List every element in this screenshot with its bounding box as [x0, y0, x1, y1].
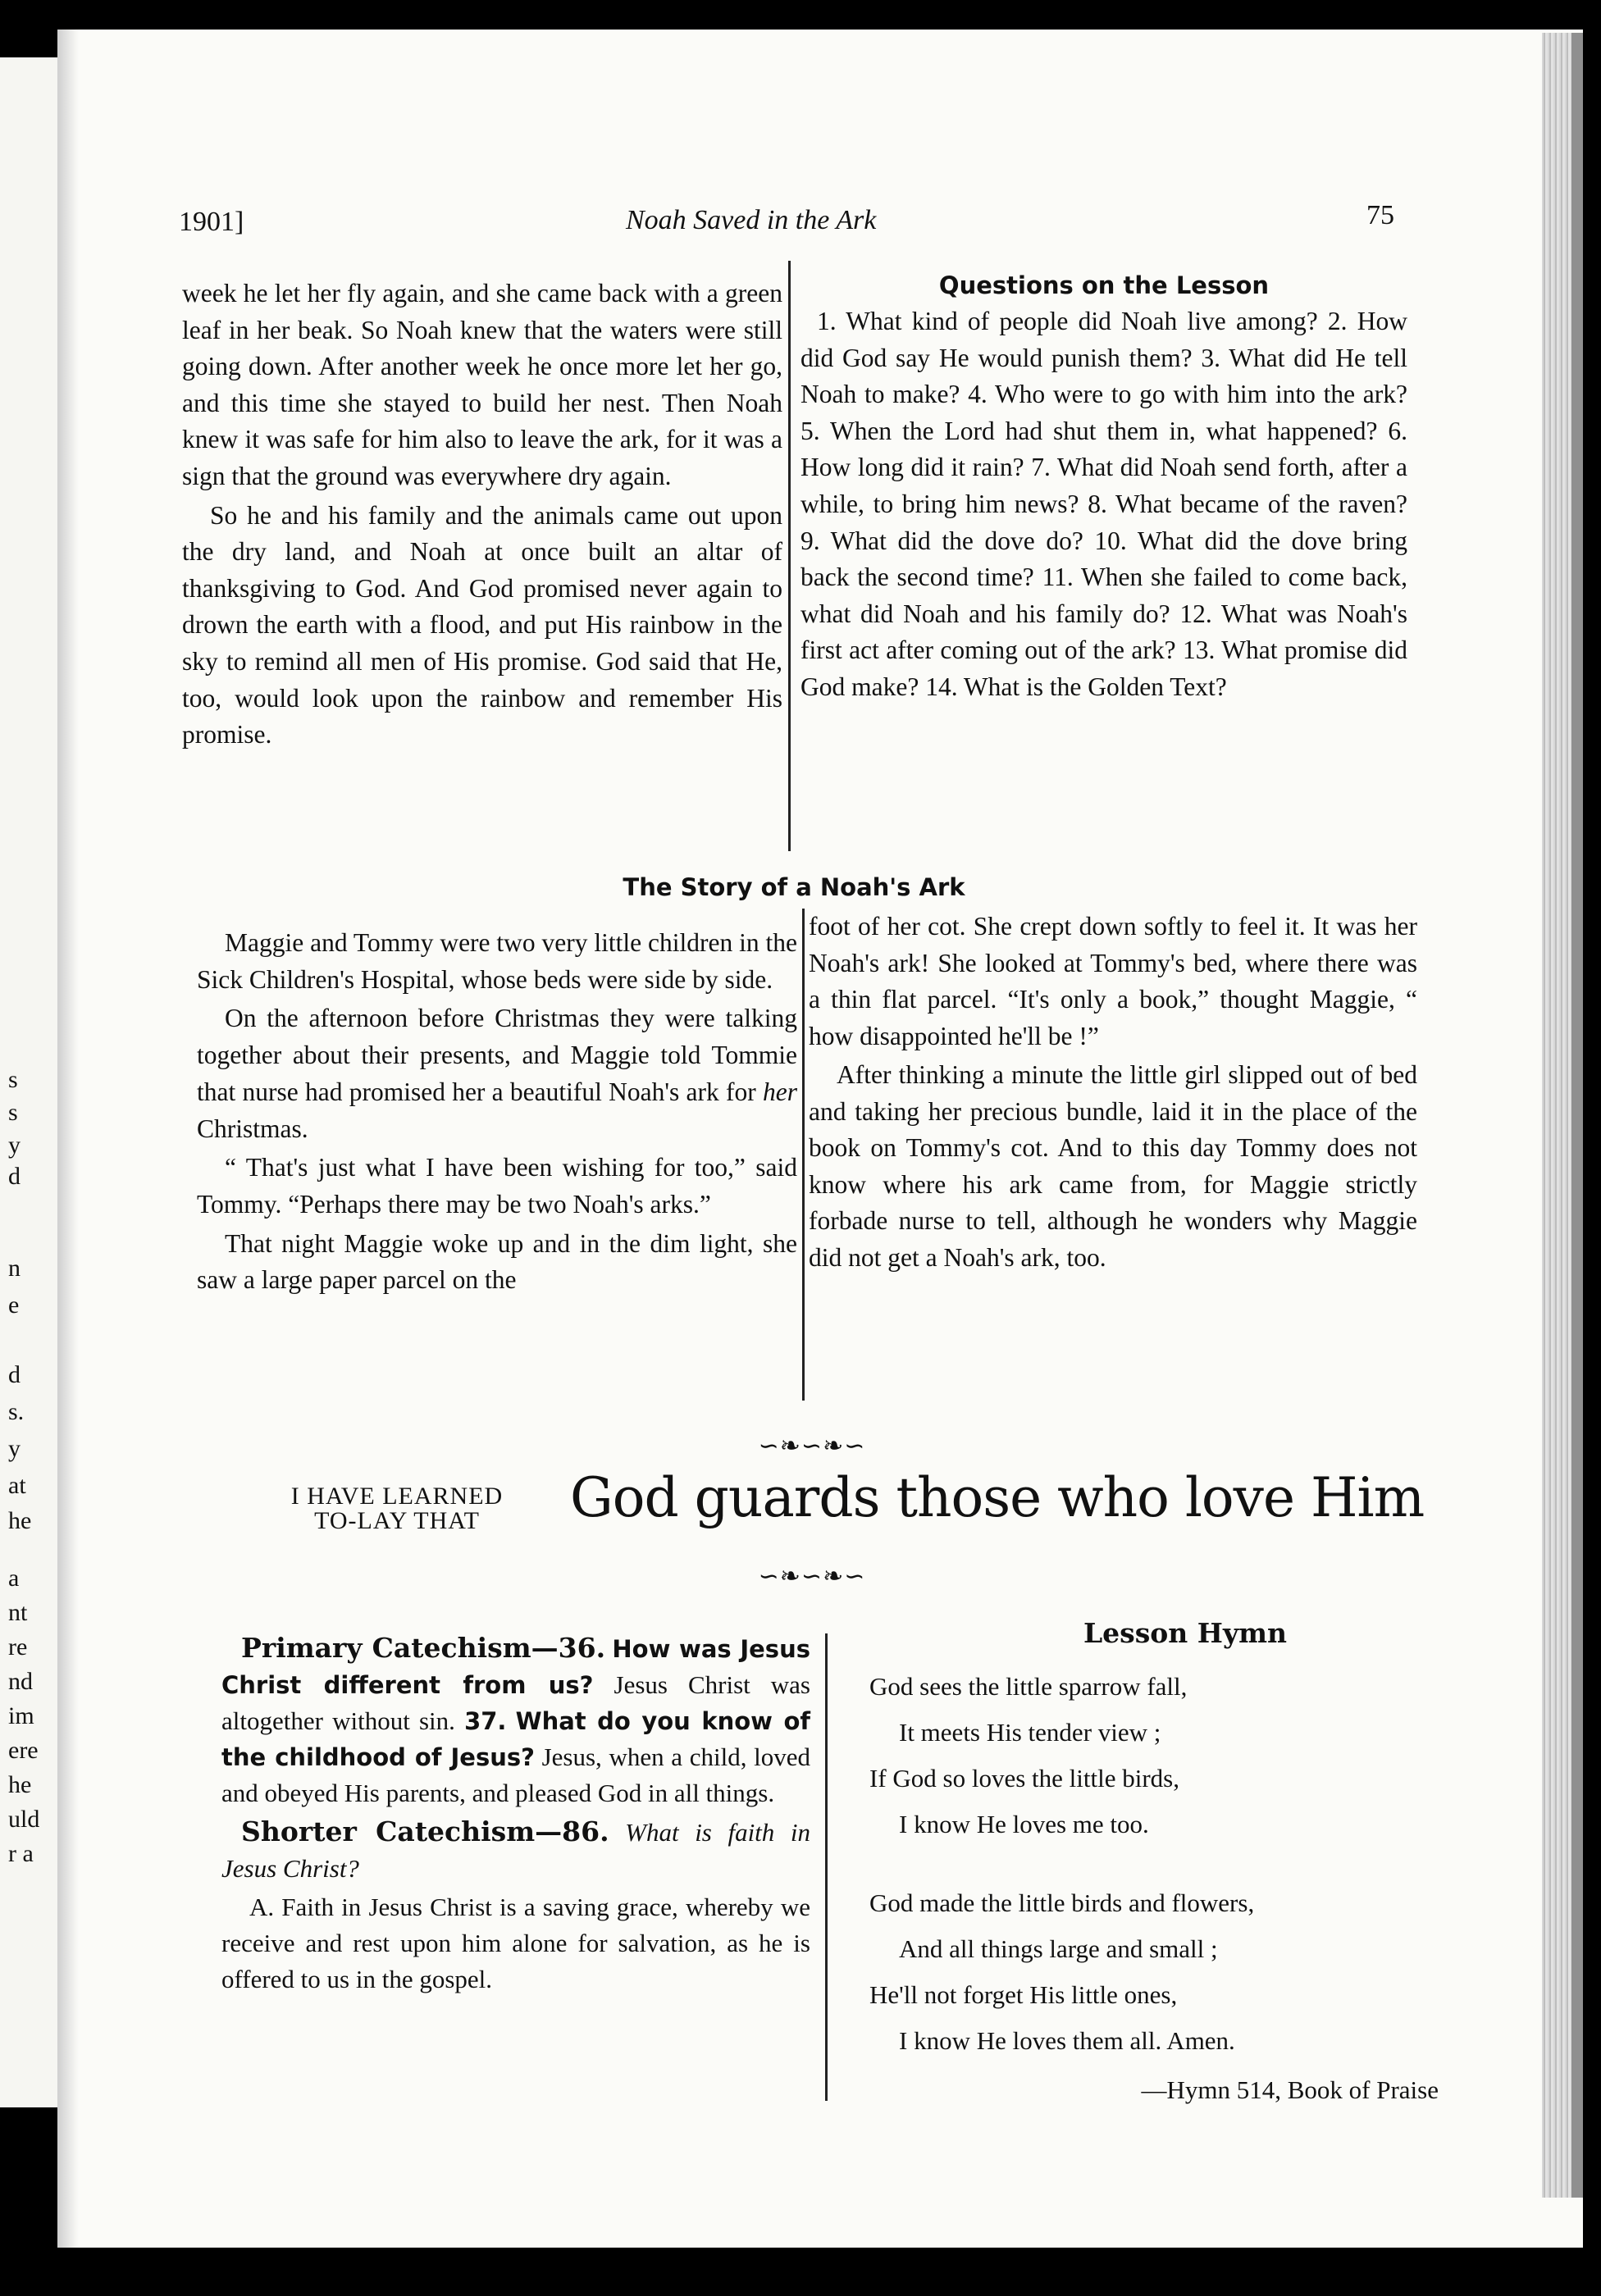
hymn-line: If God so loves the little birds,	[869, 1764, 1179, 1793]
gutter-shadow	[57, 30, 79, 2248]
story-right-column	[809, 909, 1417, 1276]
lesson-paragraph: So he and his family and the animals came out upon the dry land, and Noah at once built an altar of thanksgiving to God. And God promised never again to drown the earth with a flood, and put His rainbow in the sky to remind all men of His promise. God said that He, too, would look upon the rainbow and remember His promise.	[182, 500, 782, 749]
story-paragraph: Maggie and Tommy were two very little children in the Sick Children's Hospital, whose beds were side by side.	[197, 928, 797, 994]
catechism-number: 37.	[464, 1707, 507, 1735]
hymn-source: —Hymn 514, Book of Praise	[1141, 2075, 1439, 2104]
column-rule	[802, 909, 805, 1401]
bleed-fragment: re	[8, 1633, 28, 1660]
bleed-fragment: s	[8, 1099, 18, 1126]
learned-line: I HAVE LEARNED	[290, 1483, 504, 1510]
page-stack-shadow	[1571, 33, 1583, 2198]
hymn-title: Lesson Hymn	[1083, 1617, 1288, 1649]
learned-label	[253, 1484, 541, 1533]
bleed-fragment: ere	[8, 1737, 39, 1764]
story-paragraph: After thinking a minute the little girl slipped out of bed and taking her precious bundle, laid it in the place of the book on Tommy's cot. And to this day Tommy does not know where his ark came from, for Maggie strictly forbade nurse to tell, although he wonders why Maggie did not get a Noah's ark, too.	[809, 1060, 1417, 1272]
bleed-fragment: d	[8, 1361, 21, 1388]
bleed-fragment: he	[8, 1771, 32, 1798]
story-italic-word: her	[763, 1077, 797, 1106]
page-number: 75	[1366, 200, 1394, 230]
column-rule	[825, 1633, 828, 2101]
primary-catechism	[221, 1630, 810, 1811]
hymn-line: And all things large and small ;	[899, 1934, 1218, 1963]
story-left-column	[197, 925, 797, 1299]
header-year: 1901]	[179, 207, 244, 237]
lesson-paragraph: week he let her fly again, and she came back with a green leaf in her beak. So Noah knew that the waters were still going down. After another week he once more let her go, and this time she stayed to build her nest. Then Noah knew it was safe for him also to leave the ark, for it was a sign that the ground was everywhere dry again.	[182, 279, 782, 490]
story-text: On the afternoon before Christmas they were talking together about their presents, and Maggie told Tommie that nurse had promised her a beautiful Noah's ark for	[197, 1004, 797, 1106]
hymn-line: He'll not forget His little ones,	[869, 1980, 1178, 2009]
shorter-catechism	[221, 1814, 810, 1887]
bleed-fragment: s	[8, 1066, 18, 1093]
catechism-question: How was Jesus Christ different from us?	[221, 1635, 810, 1699]
story-paragraph: “ That's just what I have been wishing for too,” said Tommy. “Perhaps there may be two Noah's arks.”	[197, 1153, 797, 1219]
bleed-fragment: e	[8, 1292, 20, 1319]
bleed-fragment: he	[8, 1507, 32, 1534]
questions-heading: Questions on the Lesson	[938, 271, 1270, 299]
catechism-column	[221, 1630, 810, 1998]
bleed-fragment: s.	[8, 1398, 25, 1425]
hymn-line: God made the little birds and flowers,	[869, 1888, 1255, 1917]
catechism-answer: Jesus, when a child, loved and obeyed His parents, and pleased God in all things.	[221, 1742, 810, 1807]
bleed-fragment: nd	[8, 1668, 33, 1695]
ornament-divider: ∽❧∽❧∽	[758, 1562, 866, 1591]
stanza-gap	[869, 1847, 1444, 1880]
column-rule	[788, 261, 791, 851]
ornament-divider: ∽❧∽❧∽	[758, 1432, 866, 1460]
bleed-fragment: y	[8, 1132, 21, 1159]
story-paragraph: That night Maggie woke up and in the dim light, she saw a large paper parcel on the	[197, 1228, 797, 1295]
story-paragraph	[197, 1000, 797, 1147]
bleed-fragment: n	[8, 1255, 21, 1282]
bleed-fragment: at	[8, 1472, 26, 1499]
golden-text-motto: God guards those who love Him	[570, 1466, 1425, 1529]
bleed-fragment: uld	[8, 1806, 40, 1833]
questions-column	[800, 267, 1407, 706]
shorter-catechism-label: Shorter Catechism—86.	[241, 1815, 609, 1847]
learned-line: TO-LAY THAT	[314, 1507, 480, 1534]
catechism-question: What is faith in Jesus Christ?	[221, 1818, 810, 1883]
catechism-question: What do you know of the childhood of Jesus?	[221, 1707, 811, 1771]
primary-catechism-label: Primary Catechism—36.	[241, 1632, 606, 1664]
running-title: Noah Saved in the Ark	[626, 205, 877, 235]
hymn-line: God sees the little sparrow fall,	[869, 1672, 1188, 1701]
lesson-story-column	[182, 276, 782, 754]
bleed-fragment: r a	[8, 1840, 34, 1867]
bleed-fragment: a	[8, 1565, 20, 1592]
hymn-line: It meets His tender view ;	[899, 1718, 1161, 1747]
catechism-answer: Jesus Christ was altogether without sin.	[221, 1670, 810, 1735]
questions-text: 1. What kind of people did Noah live among? 2. How did God say He would punish them? 3. What did He tell Noah to make? 4. Who were to go with him into the ark? 5. When the Lord had shut them in, what happened? 6. How long did it rain? 7. What did Noah send forth, after a while, to bring him news? 8. What became of the raven? 9. What did the dove do? 10. What did the dove bring back the second time? 11. When she failed to come back, what did Noah and his family do? 12. What was Noah's first act after coming out of the ark? 13. What promise did God make? 14. What is the Golden Text?	[800, 307, 1407, 701]
bleed-fragment: im	[8, 1702, 34, 1729]
lesson-hymn	[869, 1617, 1444, 2105]
running-header	[179, 200, 1401, 241]
hymn-line: I know He loves me too.	[899, 1810, 1149, 1838]
bleed-fragment: nt	[8, 1599, 28, 1626]
previous-page-bleed-text	[2, 1066, 51, 2132]
hymn-line: I know He loves them all. Amen.	[899, 2026, 1235, 2055]
bleed-fragment: d	[8, 1163, 21, 1190]
catechism-answer: A. Faith in Jesus Christ is a saving grace, whereby we receive and rest upon him alone for salvation, as he is offered to us in the gospel.	[221, 1893, 810, 1993]
story-paragraph: foot of her cot. She crept down softly to feel it. It was her Noah's ark! She looked at Tommy's bed, where there was a thin flat parcel. “It's only a book,” thought Maggie, “ how disappointed he'll be !”	[809, 912, 1417, 1050]
story-title: The Story of a Noah's Ark	[623, 873, 965, 901]
story-text: Christmas.	[197, 1114, 308, 1143]
bleed-fragment: y	[8, 1435, 21, 1462]
